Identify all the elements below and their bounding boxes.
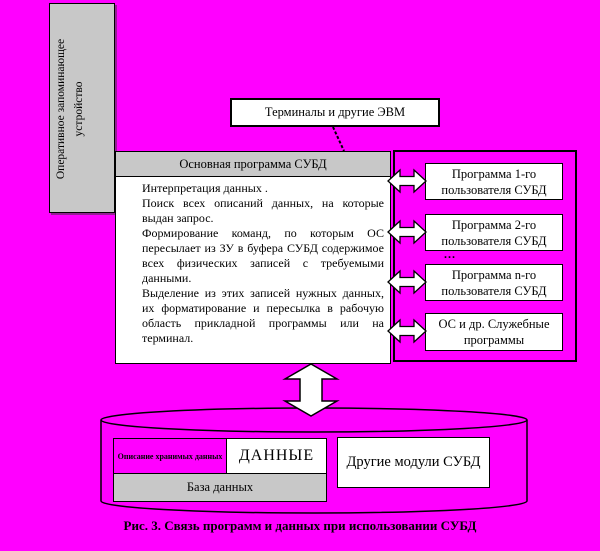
- main-program-paragraph: Формирование команд, по которым ОС пересылает из ЗУ в буфера СУБД содержимое всех физических записей с требуемыми данными.: [142, 226, 384, 285]
- main-program-paragraph: Выделение из этих записей нужных данных, их форматирование и пересылка в рабочую область прикладной программы или на терминал.: [142, 286, 384, 345]
- user-program-box-1: [425, 163, 563, 200]
- other-modules-label: Другие модули СУБД: [346, 454, 481, 470]
- terminals-label: Терминалы и другие ЭВМ: [264, 105, 406, 119]
- main-program-box: [115, 151, 391, 364]
- user-program-label: Программа 2-го пользователя СУБД: [441, 217, 547, 248]
- data-box: [226, 438, 327, 474]
- os-service-programs-box: [425, 313, 563, 351]
- user-program-label: ОС и др. Служебные программы: [438, 317, 550, 347]
- data-label: ДАННЫЕ: [238, 447, 315, 464]
- user-program-label: Программа n-го пользователя СУБД: [441, 267, 547, 298]
- database-bar: [113, 473, 327, 502]
- main-program-paragraph: Поиск всех описаний данных, на которые выдан запрос.: [142, 196, 384, 225]
- user-program-label: Программа 1-го пользователя СУБД: [441, 166, 547, 197]
- user-program-box-n: [425, 264, 563, 301]
- double-arrow-vertical-icon: [285, 364, 337, 416]
- stored-data-description-label: Описание хранимых данных: [117, 451, 223, 461]
- main-program-title: Основная программа СУБД: [179, 156, 327, 171]
- database-label: База данных: [186, 480, 254, 494]
- programs-ellipsis: ...: [444, 247, 456, 261]
- ram-label: Оперативное запоминающее устройство: [55, 38, 85, 180]
- main-program-text: [116, 177, 390, 346]
- figure-caption: Рис. 3. Связь программ и данных при использовании СУБД: [123, 518, 477, 533]
- stored-data-description-box: [113, 438, 227, 474]
- other-modules-box: [337, 437, 490, 488]
- main-program-header: [116, 152, 390, 177]
- terminal-connector-line-icon: [333, 127, 344, 151]
- terminals-box: [230, 98, 440, 127]
- ram-box: [49, 3, 115, 213]
- user-program-box-2: [425, 214, 563, 251]
- main-program-paragraph: Интерпретация данных .: [142, 181, 268, 195]
